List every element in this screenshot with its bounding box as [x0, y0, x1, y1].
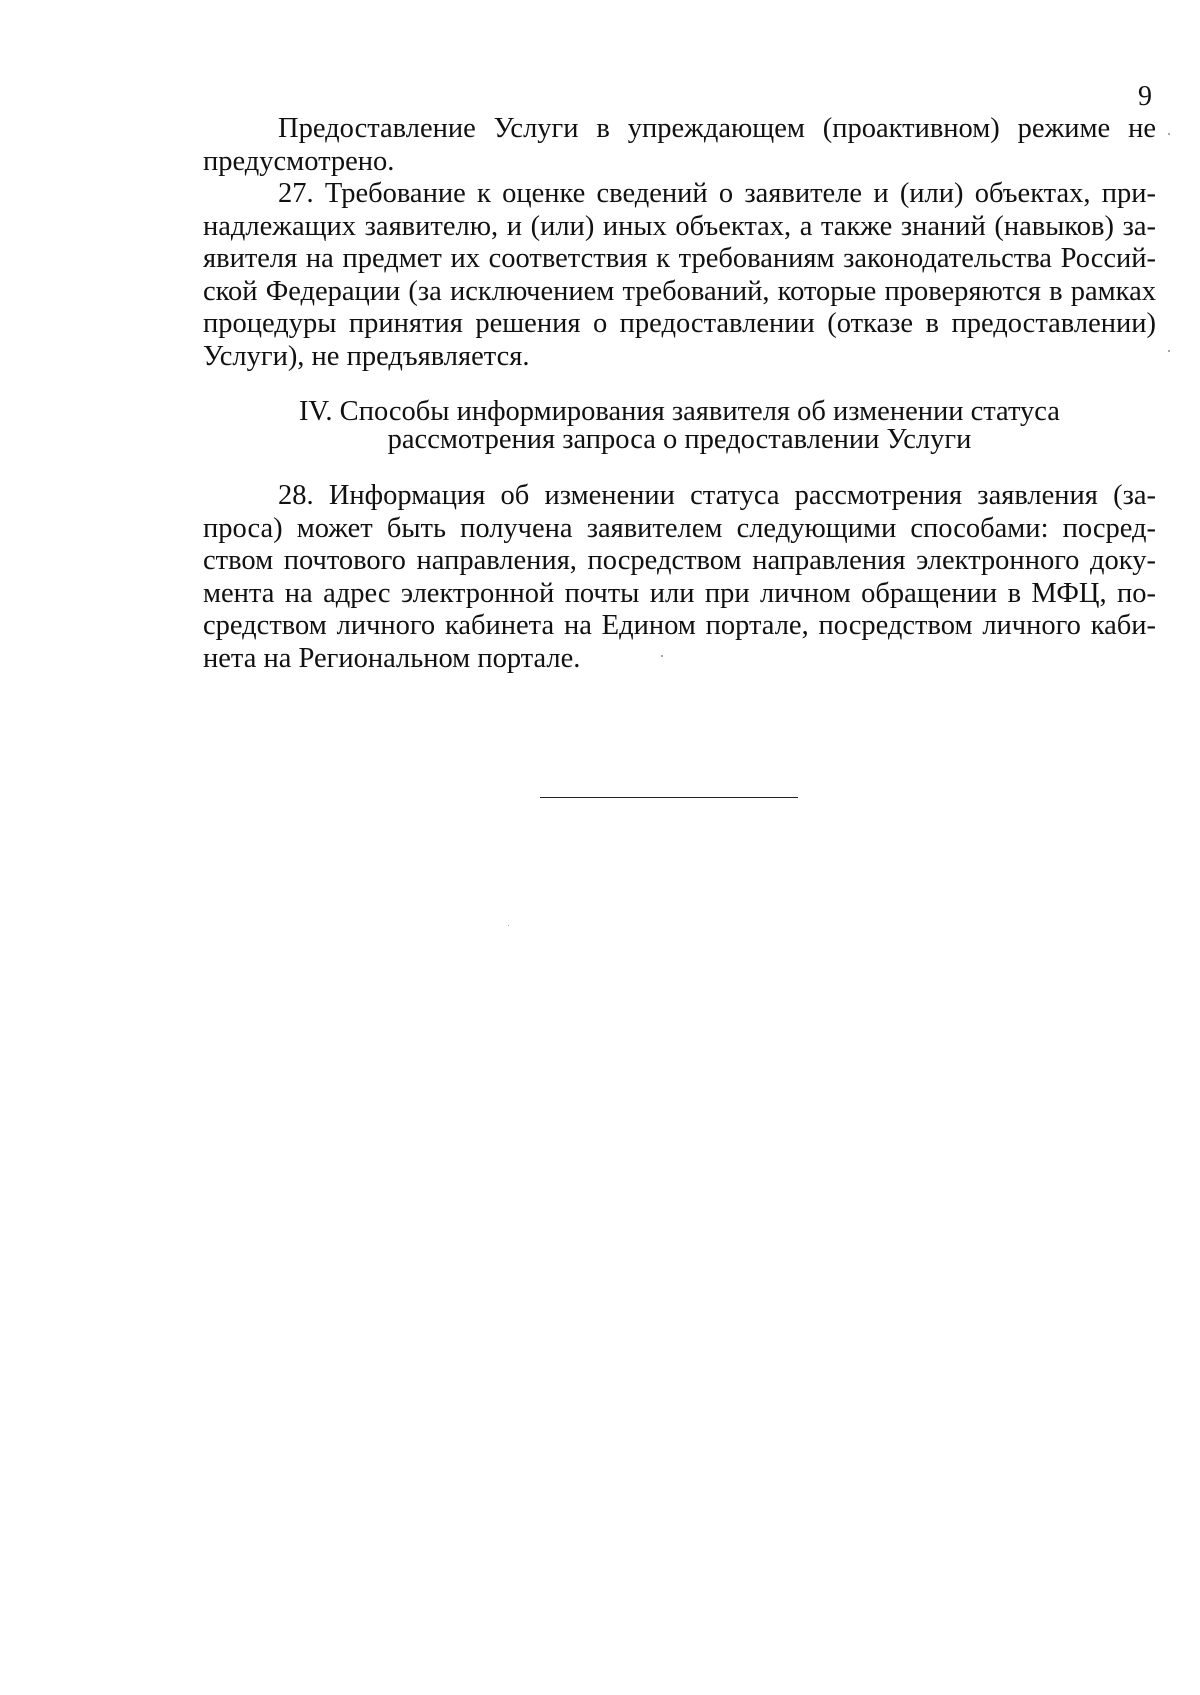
paragraph-line: процедуры принятия решения о предоставлении (отказе в предоставлении) [203, 308, 1156, 339]
section-heading-line: IV. Способы информирования заявителя об изменении статуса [299, 396, 1060, 427]
section-heading-line: рассмотрения запроса о предоставлении Услуги [387, 424, 972, 455]
paragraph-line: нета на Региональном портале. [203, 642, 581, 674]
paragraph-line: средством личного кабинета на Едином портале, посредством личного каби- [203, 610, 1156, 641]
paragraph-line: ской Федерации (за исключением требований, которые проверяются в рамках [203, 275, 1156, 307]
paragraph-line: явителя на предмет их соответствия к требованиям законодательства Россий- [203, 243, 1156, 274]
paragraph-line: 28. Информация об изменении статуса рассмотрения заявления (за- [278, 480, 1156, 511]
paragraph-line: Услуги), не предъявляется. [203, 340, 530, 372]
paragraph-line: ством почтового направления, посредством направления электронного доку- [203, 545, 1156, 576]
scan-speck [508, 925, 509, 926]
paragraph-line: Предоставление Услуги в упреждающем (проактивном) режиме не [278, 113, 1156, 144]
paragraph-line: предусмотрено. [203, 145, 395, 177]
paragraph-28 [203, 480, 1156, 675]
paragraph-line: 27. Требование к оценке сведений о заявителе и (или) объектах, при- [278, 178, 1156, 209]
paragraph-27 [203, 178, 1156, 373]
paragraph-line: надлежащих заявителю, и (или) иных объектах, а также знаний (навыков) за- [203, 210, 1156, 242]
scan-speck [1168, 133, 1170, 135]
scan-speck [661, 655, 663, 657]
scan-speck [1168, 350, 1170, 352]
page-number: 9 [1138, 81, 1152, 112]
paragraph-intro [203, 113, 1156, 178]
paragraph-line: проса) может быть получена заявителем следующими способами: посред- [203, 512, 1156, 544]
paragraph-line: мента на адрес электронной почты или при личном обращении в МФЦ, по- [203, 577, 1156, 609]
section-heading [203, 398, 1156, 454]
end-separator-line [540, 797, 798, 798]
